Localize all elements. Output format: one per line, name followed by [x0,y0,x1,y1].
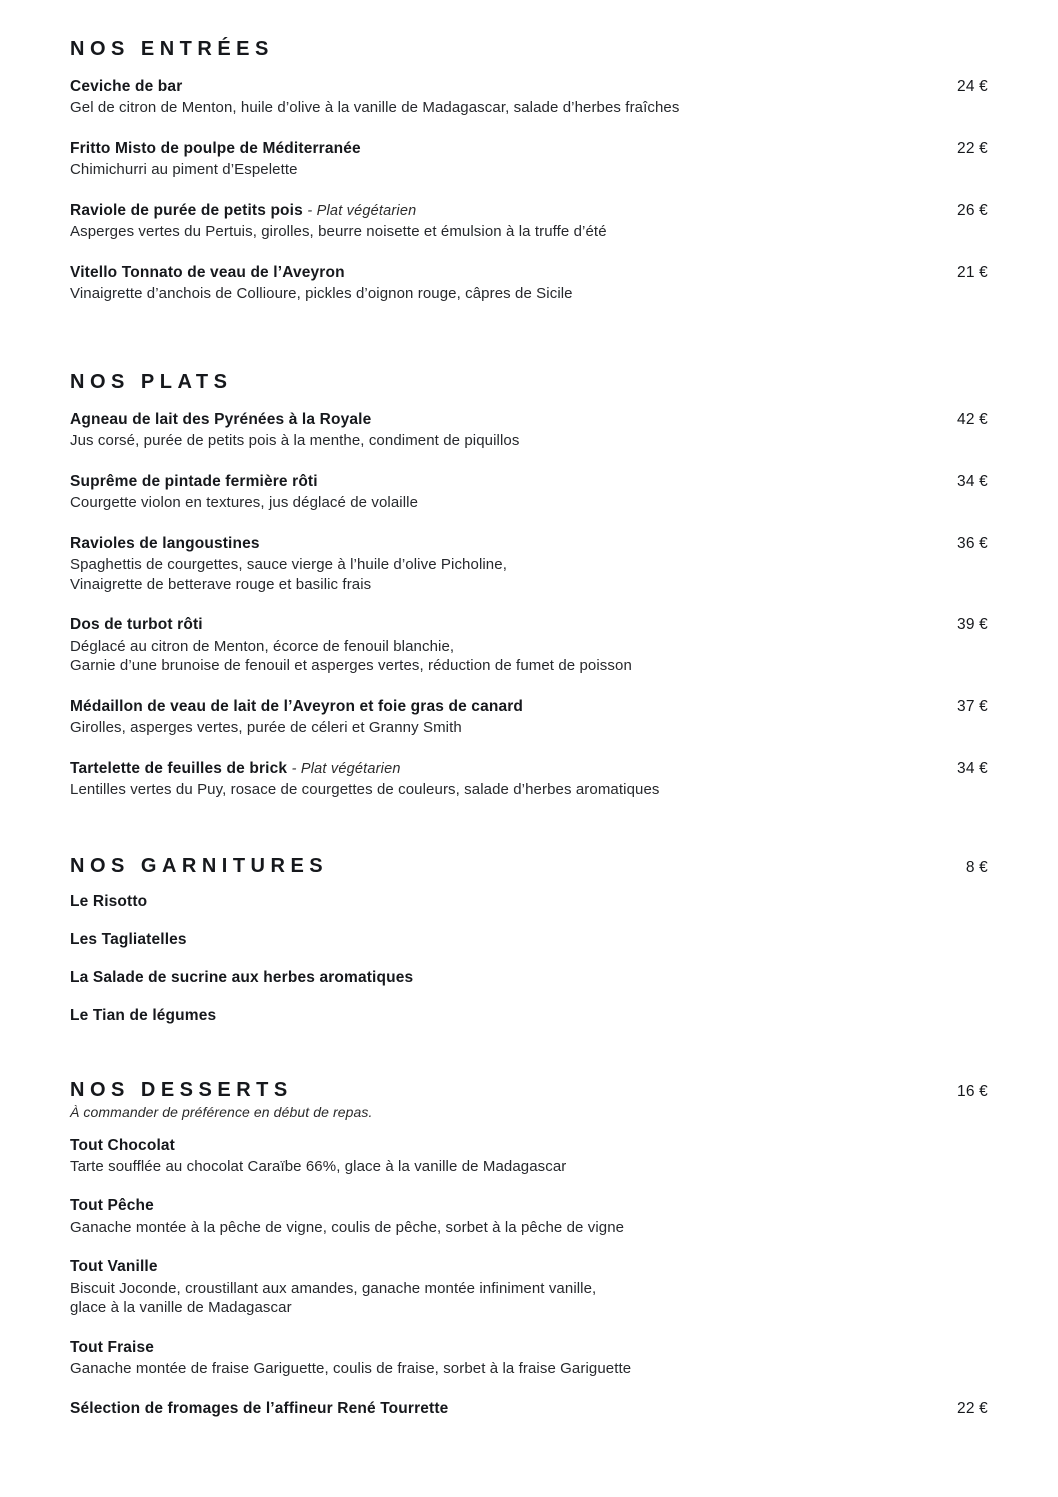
menu-item-description-line: Courgette violon en textures, jus déglacé de volaille [70,493,419,511]
section-header [70,855,988,878]
menu-item-name [70,759,401,779]
section-title-garnitures: NOS GARNITURES [70,854,329,877]
section-garnitures [70,855,988,1027]
menu-item-name: Le Risotto [70,892,148,910]
menu-item-description [70,1218,970,1238]
menu-item-price: 34 € [957,760,988,778]
menu-item-row [70,759,988,779]
menu-item-description [70,1157,970,1177]
menu-item [70,534,988,595]
menu-item-price: 34 € [957,472,988,490]
menu-item [70,1136,988,1177]
section-desserts [70,1079,988,1420]
menu-item-description-line: Déglacé au citron de Menton, écorce de fenouil blanchie, [70,637,455,655]
menu-item-name [70,534,260,554]
menu-item-description [70,284,970,304]
menu-item-description-line: Chimichurri au piment d’Espelette [70,161,298,179]
menu-item-name-text: Raviole de purée de petits pois [70,201,303,219]
menu-item-name: Tout Chocolat [70,1136,175,1154]
menu-item-row [70,534,988,554]
menu-item-tag: - Plat végétarien [291,761,401,778]
menu-item-price: 22 € [957,1400,988,1418]
menu-item-name [70,201,416,221]
menu-item-name [70,410,371,430]
menu-item-description [70,637,970,677]
menu-item-name-text: Vitello Tonnato de veau de l’Aveyron [70,263,345,281]
menu-item-tag: - Plat végétarien [307,202,417,219]
menu-item-description [70,780,970,800]
menu-item [70,892,988,912]
section-spacer [70,821,988,855]
menu-item-description-line: Garnie d’une brunoise de fenouil et asperges vertes, réduction de fumet de poisson [70,657,632,675]
menu-item-name [70,77,182,97]
menu-item-cheese [70,1399,988,1419]
menu-item-name: Les Tagliatelles [70,931,187,949]
menu-item-description-line: Biscuit Joconde, croustillant aux amandes, ganache montée infiniment vanille, [70,1279,597,1297]
menu-item-description-line: Vinaigrette d’anchois de Collioure, pickles d’oignon rouge, câpres de Sicile [70,284,573,302]
menu-item-list [70,410,988,800]
section-price-garnitures: 8 € [965,858,988,876]
menu-item-name [70,472,318,492]
menu-item-description-line: glace à la vanille de Madagascar [70,1299,292,1317]
menu-item-row [70,77,988,97]
section-header [70,371,988,394]
menu-item-row [70,201,988,221]
menu-item [70,410,988,451]
menu-item-list [70,892,988,1027]
section-title-plats: NOS PLATS [70,370,233,393]
menu-item-name [70,263,345,283]
menu-item [70,968,988,988]
menu-item-description-line: Spaghettis de courgettes, sauce vierge à l’huile d’olive Picholine, [70,555,507,573]
menu-item-description-line: Vinaigrette de betterave rouge et basilic frais [70,575,372,593]
section-header [70,38,988,61]
section-price-desserts: 16 € [957,1082,988,1100]
menu-item [70,77,988,118]
menu-item-description-line: Girolles, asperges vertes, purée de céleri et Granny Smith [70,719,462,737]
menu-item-name-text: Suprême de pintade fermière rôti [70,472,318,490]
section-header [70,1079,988,1102]
menu-item-price: 36 € [957,534,988,552]
menu-item-description-line: Asperges vertes du Pertuis, girolles, beurre noisette et émulsion à la truffe d’été [70,223,607,241]
section-title-entrees: NOS ENTRÉES [70,38,274,60]
menu-item-description-line: Ganache montée de fraise Gariguette, coulis de fraise, sorbet à la fraise Gariguette [70,1360,632,1378]
menu-item [70,759,988,800]
menu-item-row [70,615,988,635]
menu-item [70,697,988,738]
menu-item-row [70,410,988,430]
menu-item-description-line: Ganache montée à la pêche de vigne, coulis de pêche, sorbet à la pêche de vigne [70,1218,625,1236]
menu-item [70,930,988,950]
menu-item [70,1006,988,1026]
menu-item [70,1338,988,1379]
menu-item-description-line: Gel de citron de Menton, huile d’olive à la vanille de Madagascar, salade d’herbes fraîches [70,99,680,117]
menu-item [70,201,988,242]
menu-item-list [70,77,988,304]
menu-item-name-text: Ceviche de bar [70,78,183,95]
menu-item-description [70,1359,970,1379]
menu-item-name: La Salade de sucrine aux herbes aromatiques [70,969,414,987]
menu-item-description [70,98,970,118]
section-spacer [70,1045,988,1079]
menu-item-name-text: Dos de turbot rôti [70,616,203,634]
menu-item-description [70,493,970,513]
menu-item-price: 26 € [957,201,988,219]
menu-item-row [70,263,988,283]
menu-item-description [70,222,970,242]
menu-item-description-line: Jus corsé, purée de petits pois à la menthe, condiment de piquillos [70,431,520,449]
menu-item [70,139,988,180]
menu-item-description-line: Tarte soufflée au chocolat Caraïbe 66%, glace à la vanille de Madagascar [70,1157,567,1175]
menu-item-price: 42 € [957,410,988,428]
menu-item-row [70,139,988,159]
menu-item-price: 39 € [957,616,988,634]
section-spacer [70,325,988,371]
menu-item-price: 22 € [957,139,988,157]
menu-item-row [70,697,988,717]
menu-item [70,472,988,513]
menu-item-description [70,160,970,180]
menu-item-name [70,615,203,635]
menu-item-name-text: Agneau de lait des Pyrénées à la Royale [70,410,372,428]
section-note-desserts: À commander de préférence en début de repas. [70,1103,373,1120]
menu-item [70,1196,988,1237]
menu-item-name: Tout Fraise [70,1339,155,1357]
menu-item-description [70,431,970,451]
menu-item-name-text: Médaillon de veau de lait de l’Aveyron et foie gras de canard [70,698,524,716]
section-title-desserts: NOS DESSERTS [70,1078,293,1101]
menu-item-list [70,1136,988,1420]
menu-item-row [70,472,988,492]
menu-item-price: 24 € [957,78,988,95]
menu-item-name: Tout Pêche [70,1197,154,1215]
menu-item-name-text: Tartelette de feuilles de brick [70,760,288,778]
menu-item-name: Le Tian de légumes [70,1007,217,1025]
menu-item-description-line: Lentilles vertes du Puy, rosace de courgettes de couleurs, salade d’herbes aromatiques [70,781,660,799]
menu-item [70,1257,988,1318]
menu-item-description [70,718,970,738]
menu-item-name: Sélection de fromages de l’affineur René Tourrette [70,1400,449,1418]
menu-item-name: Tout Vanille [70,1258,158,1276]
menu-item-name [70,139,361,159]
menu-item-price: 21 € [957,263,988,281]
menu-item-description [70,555,970,595]
menu-item-name-text: Ravioles de langoustines [70,534,260,552]
menu-item [70,263,988,304]
section-entrees [70,38,988,304]
menu-item [70,615,988,676]
menu-item-name [70,697,523,717]
menu-item-description [70,1279,970,1319]
menu-item-name-text: Fritto Misto de poulpe de Méditerranée [70,139,361,157]
menu-item-price: 37 € [957,698,988,716]
section-plats [70,371,988,800]
